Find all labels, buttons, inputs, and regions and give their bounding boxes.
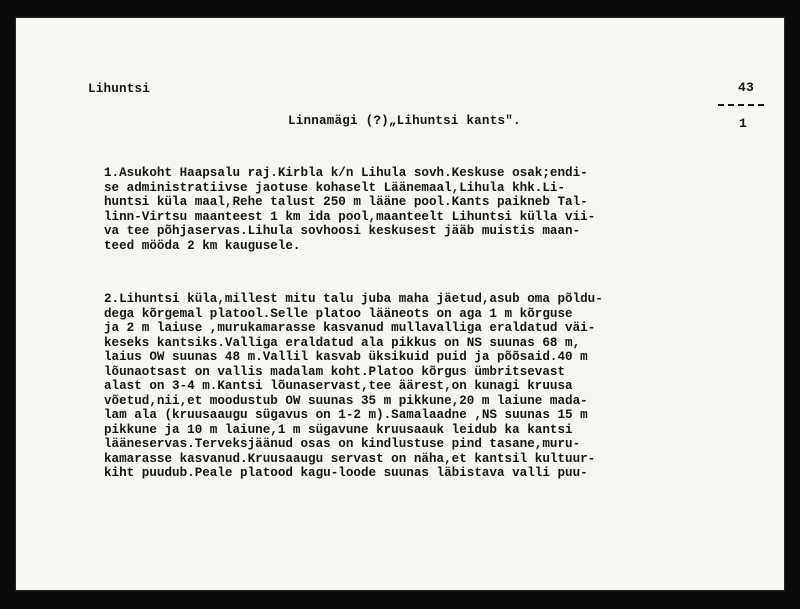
text-line: 2.Lihuntsi küla,millest mitu talu juba maha jäetud,asub oma põldu- xyxy=(104,292,603,306)
place-name: Lihuntsi xyxy=(88,82,151,96)
paragraph-1 xyxy=(104,166,776,253)
text-line: dega kõrgemal platool.Selle platoo lääneots on aga 1 m kõrguse xyxy=(104,306,573,321)
page-subnumber: 1 xyxy=(739,116,748,131)
text-line: va tee põhjaservas.Lihula sovhoosi keskusest jääb muistis maan- xyxy=(104,224,581,238)
text-line: se administratiivse jaotuse kohaselt Läänemaal,Lihula khk.Li- xyxy=(104,180,566,195)
text-line: teed mööda 2 km kaugusele. xyxy=(104,238,301,253)
text-line: laius OW suunas 48 m.Vallil kasvab üksikuid puid ja põõsaid.40 m xyxy=(104,350,588,364)
page-number-divider xyxy=(718,104,764,106)
text-line: pikkune ja 10 m laiune,1 m sügavune kruusaauk leidub ka kantsi xyxy=(104,422,573,437)
text-line: 1.Asukoht Haapsalu raj.Kirbla k/n Lihula sovh.Keskuse osak;endi- xyxy=(104,166,588,180)
text-line: kamarasse kasvanud.Kruusaaugu servast on näha,et kantsil kultuur- xyxy=(104,451,596,466)
paragraph-2 xyxy=(104,292,776,481)
text-line: lääneservas.Terveksjäänud osas on kindlustuse pind tasane,muru- xyxy=(104,437,581,451)
card-title: Linnamägi (?)„Lihuntsi kants". xyxy=(288,114,521,128)
text-line: kiht puudub.Peale platood kagu-loode suunas läbistava valli puu- xyxy=(104,466,588,480)
text-line: linn-Virtsu maanteest 1 km ida pool,maanteelt Lihuntsi külla vii- xyxy=(104,209,596,224)
text-line: võetud,nii,et moodustub OW suunas 35 m pikkune,20 m laiune mada- xyxy=(104,393,588,408)
page-number: 43 xyxy=(738,80,755,95)
text-line: keseks kantsiks.Valliga eraldatud ala pikkus on NS suunas 68 m, xyxy=(104,335,581,350)
text-line: lam ala (kruusaaugu sügavus on 1-2 m).Samalaadne ,NS suunas 15 m xyxy=(104,408,588,422)
archive-card xyxy=(16,18,784,590)
text-line: ja 2 m laiuse ,murukamarasse kasvanud mullavalliga eraldatud väi- xyxy=(104,321,596,335)
text-line: alast on 3-4 m.Kantsi lõunaservast,tee äärest,on kunagi kruusa xyxy=(104,379,573,393)
text-line: huntsi küla maal,Rehe talust 250 m lääne pool.Kants paikneb Tal- xyxy=(104,195,588,209)
text-line: lõunaotsast on vallis madalam koht.Platoo kõrgus ümbritsevast xyxy=(104,364,566,379)
